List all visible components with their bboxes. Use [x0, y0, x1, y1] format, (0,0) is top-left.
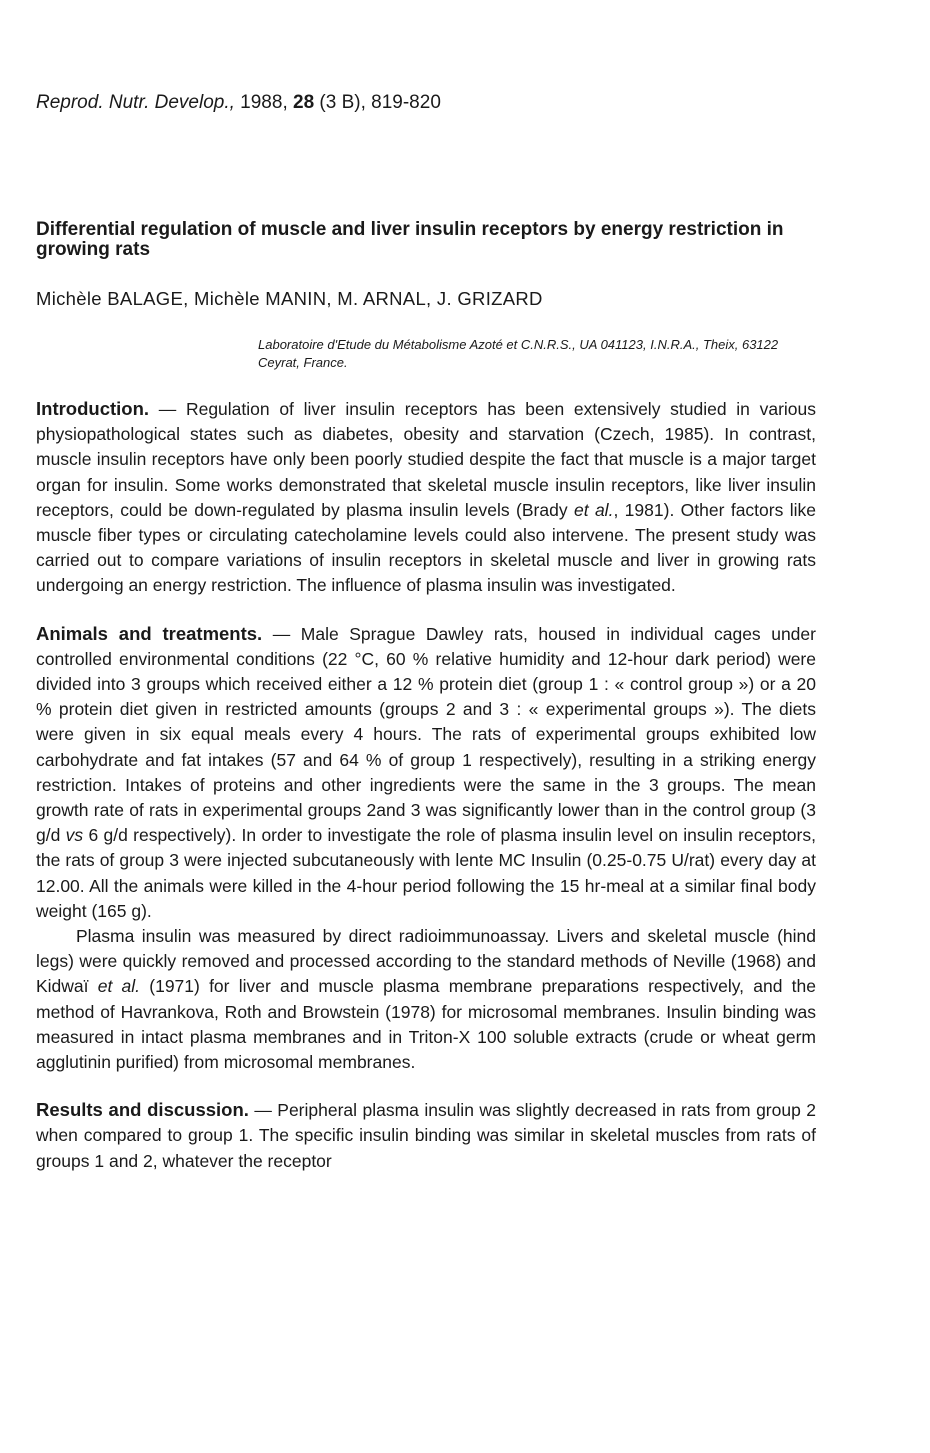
- animals-text-2: 6 g/d respectively). In order to investigate the role of plasma insulin level on insulin receptors, the rats of group 3 were injected subcutaneously with lente MC Insulin (0.25-0.75 U/rat) every day at 12.00. All the animals were killed in the 4-hour period following the 15 hr-meal at a similar final body weight (165 g).: [36, 825, 816, 921]
- animals-heading: Animals and treatments.: [36, 622, 263, 644]
- journal-issue-pages: (3 B), 819-820: [319, 92, 441, 113]
- introduction-heading: Introduction.: [36, 398, 150, 419]
- introduction-dash: —: [149, 399, 186, 419]
- results-dash: —: [248, 1100, 278, 1121]
- journal-volume: 28: [293, 92, 315, 113]
- animals-paragraph: [36, 621, 816, 924]
- journal-citation: [36, 92, 441, 114]
- results-text-1: Peripheral plasma insulin was slightly decreased in rats from group 2 when compared to group 1. The specific insulin binding was similar in skeletal muscles from rats of groups 1 and 2, whatever the receptor: [36, 1100, 816, 1171]
- introduction-text-2: , 1981). Other factors like muscle fiber types or circulating catecholamine levels could also intervene. The present study was carried out to compare variations of insulin receptors in skeletal muscle and liver in growing rats undergoing an energy restriction. The influence of plasma insulin was investigated.: [36, 499, 816, 596]
- results-heading: Results and discussion.: [36, 1099, 249, 1121]
- introduction-paragraph: [36, 396, 816, 599]
- methods-text-2: (1971) for liver and muscle plasma membrane preparations respectively, and the method of Havrankova, Roth and Browstein (1978) for microsomal membranes. Insulin binding was measured in intact plasma membranes and in Triton-X 100 soluble extracts (crude or wheat germ agglutinin purified) from microsomal membranes.: [36, 976, 816, 1073]
- methods-etal: et al.: [97, 976, 141, 997]
- journal-year: 1988,: [240, 92, 288, 113]
- author-affiliation: Laboratoire d'Etude du Métabolisme Azoté et C.N.R.S., UA 041123, I.N.R.A., Theix, 63122 Ceyrat, France.: [258, 337, 779, 370]
- article-authors: Michèle BALAGE, Michèle MANIN, M. ARNAL, J. GRIZARD: [36, 288, 543, 309]
- animals-dash: —: [262, 623, 301, 644]
- article-body: [36, 396, 816, 1174]
- methods-paragraph: [36, 924, 816, 1075]
- animals-text-1: Male Sprague Dawley rats, housed in individual cages under controlled environmental conditions (22 °C, 60 % relative humidity and 12-hour dark period) were divided into 3 groups which received either a 12 % protein diet (group 1 : « control group ») or a 20 % protein diet given in restricted amounts (groups 2 and 3 : « experimental groups »). The diets were given in six equal meals every 4 hours. The rats of experimental groups exhibited low carbohydrate and fat intakes (57 and 64 % of group 1 respectively), resulting in a striking energy restriction. Intakes of proteins and other ingredients were the same in the 3 groups. The mean growth rate of rats in experimental groups 2and 3 was significantly lower than in the control group (3 g/d: [36, 623, 816, 846]
- journal-name: Reprod. Nutr. Develop.,: [36, 92, 235, 113]
- animals-vs: vs: [65, 825, 84, 846]
- methods-text-1: Plasma insulin was measured by direct radioimmunoassay. Livers and skeletal muscle (hind legs) were quickly removed and processed according to the standard methods of Neville (1968) and Kidwaï: [36, 926, 816, 997]
- article-title: Differential regulation of muscle and liver insulin receptors by energy restriction in growing rats: [36, 219, 784, 260]
- results-paragraph: [36, 1097, 816, 1174]
- introduction-text-1: Regulation of liver insulin receptors has been extensively studied in various physiopathological states such as diabetes, obesity and starvation (Czech, 1985). In contrast, muscle insulin receptors have only been poorly studied despite the fact that muscle is a major target organ for insulin. Some works demonstrated that skeletal muscle insulin receptors, like liver insulin receptors, could be down-regulated by plasma insulin levels (Brady: [36, 399, 816, 520]
- introduction-etal: et al.: [573, 499, 614, 520]
